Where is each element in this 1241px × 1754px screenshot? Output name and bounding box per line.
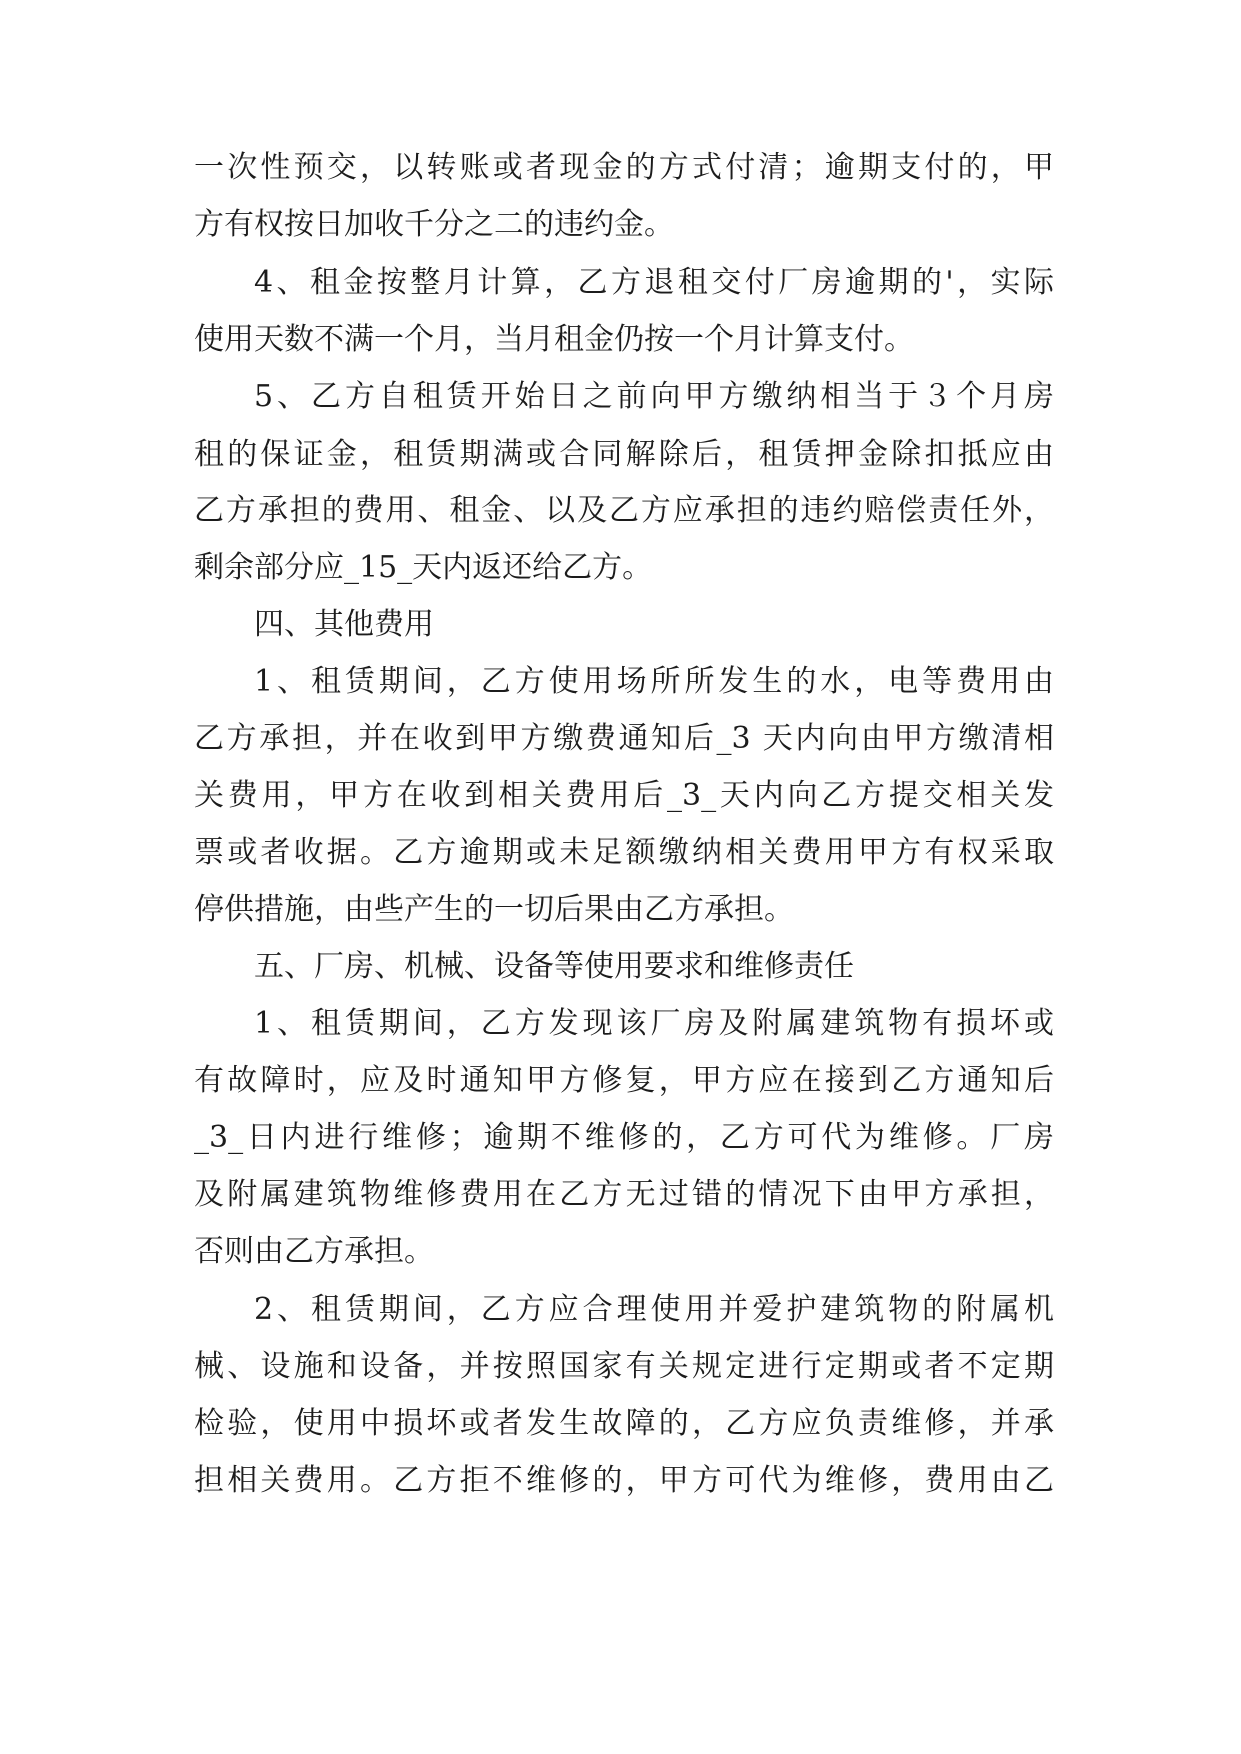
- text-line: 租的保证金，租赁期满或合同解除后，租赁押金除扣抵应由: [194, 437, 1054, 472]
- section-heading: 四、其他费用: [254, 607, 434, 642]
- text-line: 一次性预交，以转账或者现金的方式付清；逾期支付的，甲: [194, 150, 1054, 185]
- text-line: 乙方承担的费用、租金、以及乙方应承担的违约赔偿责任外，: [194, 493, 1054, 528]
- text-line: 方有权按日加收千分之二的违约金。: [194, 207, 674, 242]
- text-line: 剩余部分应_15_天内返还给乙方。: [194, 550, 653, 585]
- text-line: 否则由乙方承担。: [194, 1234, 434, 1269]
- text-line: 使用天数不满一个月，当月租金仍按一个月计算支付。: [194, 322, 914, 357]
- text-line: 停供措施，由些产生的一切后果由乙方承担。: [194, 892, 794, 927]
- text-line: 4、租金按整月计算，乙方退租交付厂房逾期的'，实际: [254, 265, 1054, 300]
- text-line: _3_日内进行维修；逾期不维修的，乙方可代为维修。厂房: [194, 1120, 1054, 1155]
- text-line: 5、乙方自租赁开始日之前向甲方缴纳相当于３个月房: [254, 379, 1054, 414]
- text-line: 乙方承担，并在收到甲方缴费通知后_3 天内向由甲方缴清相: [194, 721, 1054, 756]
- text-line: 检验，使用中损坏或者发生故障的，乙方应负责维修，并承: [194, 1406, 1054, 1441]
- text-line: 械、设施和设备，并按照国家有关规定进行定期或者不定期: [194, 1349, 1054, 1384]
- text-line: 1、租赁期间，乙方使用场所所发生的水，电等费用由: [254, 664, 1054, 699]
- text-line: 1、租赁期间，乙方发现该厂房及附属建筑物有损坏或: [254, 1006, 1054, 1041]
- text-line: 有故障时，应及时通知甲方修复，甲方应在接到乙方通知后: [194, 1063, 1054, 1098]
- text-line: 票或者收据。乙方逾期或未足额缴纳相关费用甲方有权采取: [194, 835, 1054, 870]
- text-line: 2、租赁期间，乙方应合理使用并爱护建筑物的附属机: [254, 1292, 1054, 1327]
- text-line: 及附属建筑物维修费用在乙方无过错的情况下由甲方承担，: [194, 1177, 1054, 1212]
- text-line: 关费用，甲方在收到相关费用后_3_天内向乙方提交相关发: [194, 778, 1054, 813]
- section-heading: 五、厂房、机械、设备等使用要求和维修责任: [254, 949, 854, 984]
- text-line: 担相关费用。乙方拒不维修的，甲方可代为维修，费用由乙: [194, 1463, 1054, 1498]
